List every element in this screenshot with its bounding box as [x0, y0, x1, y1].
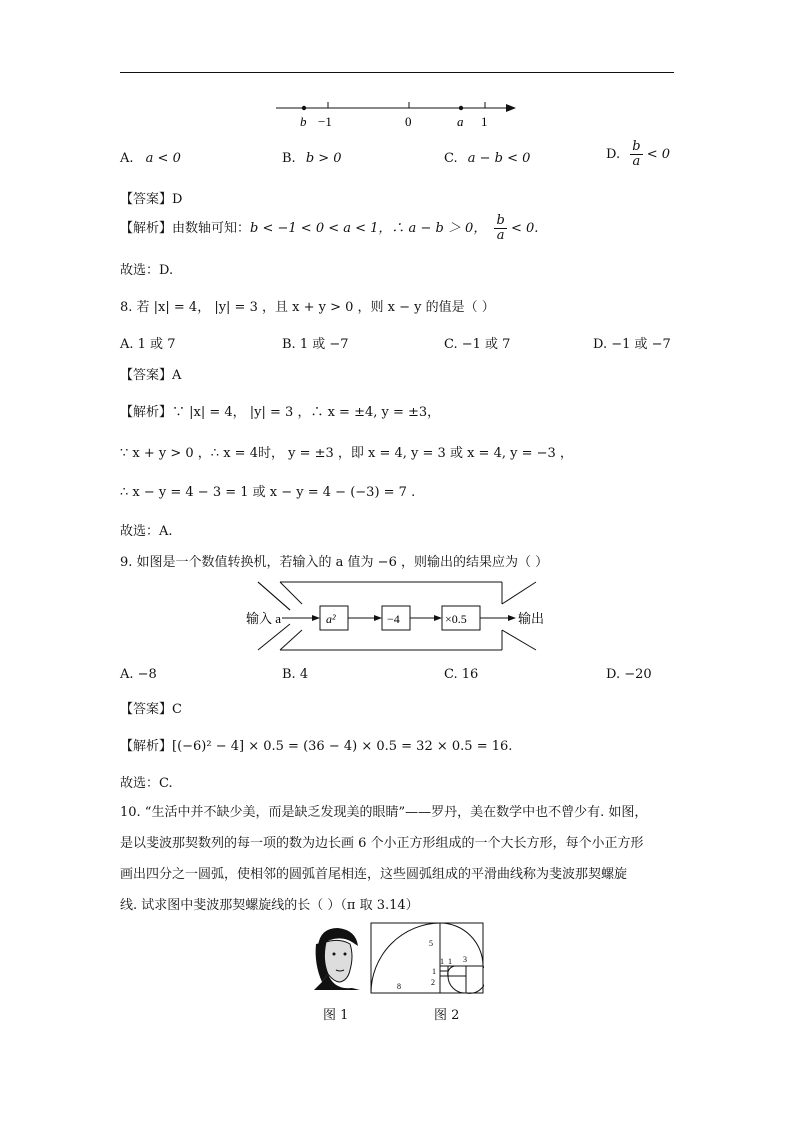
q7-option-b-letter: B. — [282, 151, 296, 166]
q7-option-d-letter: D. — [606, 147, 621, 162]
label-1: 1 — [481, 114, 488, 129]
fig1-caption: 图 1 — [323, 1008, 349, 1023]
q8-choose: 故选：A. — [120, 524, 173, 539]
q7-analysis-prefix: 【解析】由数轴可知： — [120, 221, 251, 236]
q7-option-a-text: a < 0 — [145, 151, 181, 166]
q8-option-d: D. −1 或 −7 — [593, 337, 671, 352]
q8-option-a: A. 1 或 7 — [120, 337, 176, 352]
box3-text: ×0.5 — [445, 612, 467, 626]
box2-text: −4 — [387, 612, 400, 626]
q7-option-b — [282, 151, 342, 166]
q9-option-c: C. 16 — [444, 667, 479, 682]
label-2: 2 — [431, 978, 435, 987]
q9-answer: 【答案】C — [120, 702, 182, 717]
q9-option-b: B. 4 — [282, 667, 309, 682]
label-8: 8 — [397, 982, 401, 991]
frac-num: b — [496, 213, 505, 228]
label-1c: 1 — [432, 967, 436, 976]
header-rule — [120, 72, 674, 73]
frac-den: a — [632, 154, 641, 169]
q7-answer: 【答案】D — [120, 192, 183, 207]
q9-stem: 9. 如图是一个数值转换机，若输入的 a 值为 −6 ，则输出的结果应为（ ） — [120, 555, 549, 570]
q10-line3: 画出四分之一圆弧，使相邻的圆弧首尾相连，这些圆弧组成的平滑曲线称为斐波那契螺旋 — [120, 867, 628, 882]
fig1-portrait-image — [312, 924, 364, 990]
q9-choose: 故选：C. — [120, 776, 173, 791]
q9-option-a: A. −8 — [120, 667, 157, 682]
label-1a: 1 — [440, 957, 444, 966]
frac-num: b — [632, 139, 641, 154]
q9-option-d: D. −20 — [606, 667, 652, 682]
q7-analysis-frac — [494, 214, 506, 243]
q7-analysis-rel: < 0. — [510, 221, 539, 236]
fig2-caption: 图 2 — [434, 1008, 460, 1023]
point-a — [459, 106, 463, 110]
q8-answer: 【答案】A — [120, 368, 182, 383]
label-a: a — [457, 114, 464, 129]
q7-analysis-math: b < −1 < 0 < a < 1，∴ a − b ＞ 0， — [250, 221, 487, 236]
label-0: 0 — [405, 114, 412, 129]
q7-option-c-text: a − b < 0 — [467, 151, 531, 166]
frac-den: a — [496, 228, 505, 243]
box1-text: a² — [326, 612, 336, 626]
q7-option-b-text: b > 0 — [305, 151, 342, 166]
q7-analysis — [120, 214, 538, 243]
q10-line2: 是以斐波那契数列的每一项的数为边长画 6 个小正方形组成的一个大长方形，每个小正方形 — [120, 836, 644, 851]
q10-line1: 10. “生活中并不缺少美，而是缺乏发现美的眼睛”——罗丹，美在数学中也不曾少有. 如图， — [120, 805, 648, 820]
q8-analysis-line2: ∵ x + y > 0 ，∴ x = 4时， y = ±3 ，即 x = 4, y = 3 或 x = 4, y = −3 ， — [120, 446, 573, 461]
q7-option-d-frac — [630, 140, 642, 169]
input-label: 输入 a — [246, 611, 282, 626]
q9-analysis: 【解析】[(−6)² − 4] × 0.5 = (36 − 4) × 0.5 = 32 × 0.5 = 16. — [120, 739, 513, 754]
q7-option-c-letter: C. — [444, 151, 458, 166]
point-b — [302, 106, 306, 110]
q8-analysis-line3: ∴ x − y = 4 − 3 = 1 或 x − y = 4 − (−3) = 7 . — [120, 485, 416, 500]
fig2-fibonacci-spiral — [370, 922, 484, 994]
label-neg1: −1 — [318, 114, 332, 129]
q7-choose: 故选：D. — [120, 263, 174, 278]
q10-line4: 线. 试求图中斐波那契螺旋线的长（ ）（π 取 3.14） — [120, 898, 419, 913]
q8-analysis-line1: 【解析】∵ |x| = 4， |y| = 3 ，∴ x = ±4, y = ±3， — [120, 405, 441, 420]
label-1b: 1 — [448, 957, 452, 966]
label-b: b — [300, 114, 307, 129]
q7-option-d — [606, 140, 670, 169]
q8-option-b: B. 1 或 −7 — [282, 337, 349, 352]
number-line — [270, 96, 530, 130]
q8-option-c: C. −1 或 7 — [444, 337, 511, 352]
q7-option-d-rel: < 0 — [646, 147, 670, 162]
q7-option-a — [120, 151, 181, 166]
label-3: 3 — [463, 955, 467, 964]
q9-converter-diagram — [240, 578, 560, 654]
label-5: 5 — [429, 939, 433, 948]
q7-option-a-letter: A. — [120, 151, 134, 166]
q8-stem: 8. 若 |x| = 4， |y| = 3 ，且 x + y > 0 ，则 x − y 的值是（ ） — [120, 300, 495, 315]
output-label: 输出 — [518, 611, 545, 626]
number-line-arrow — [506, 104, 516, 112]
q7-option-c — [444, 151, 530, 166]
